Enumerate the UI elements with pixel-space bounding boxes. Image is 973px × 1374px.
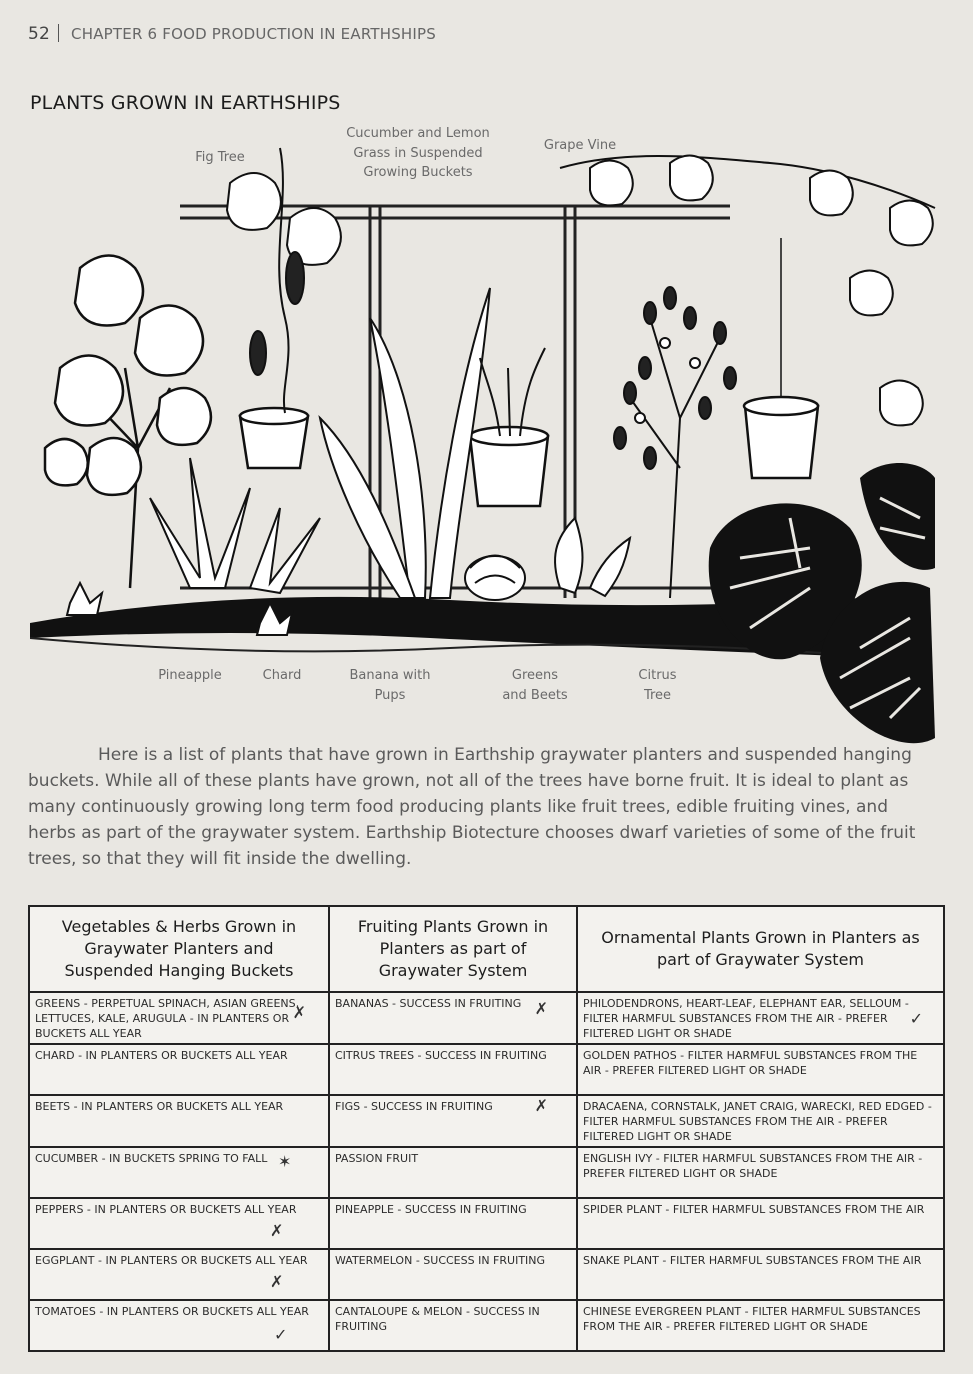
label-pineapple: Pineapple — [158, 668, 222, 683]
table-row — [29, 1095, 944, 1147]
cell-text: BEETS - IN PLANTERS OR BUCKETS ALL YEAR — [35, 1100, 284, 1113]
label-grape-vine: Grape Vine — [543, 138, 617, 153]
cell-text: SNAKE PLANT - FILTER HARMFUL SUBSTANCES FROM THE AIR — [583, 1254, 922, 1267]
label-banana-with-pups: Banana with Pups — [349, 668, 431, 703]
label-chard: Chard — [262, 668, 302, 683]
table-cell — [577, 1147, 944, 1198]
cell-text: TOMATOES - IN PLANTERS OR BUCKETS ALL YEAR — [35, 1305, 309, 1318]
header-ornamental-plants: Ornamental Plants Grown in Planters as part of Graywater System — [577, 906, 944, 992]
plants-illustration — [30, 118, 940, 758]
table-cell — [329, 1300, 577, 1351]
label-greens-and-beets: Greens and Beets — [502, 668, 568, 703]
table-cell — [577, 1300, 944, 1351]
grape-vine — [560, 156, 935, 426]
header-vegetables-herbs: Vegetables & Herbs Grown in Graywater Planters and Suspended Hanging Buckets — [29, 906, 329, 992]
handwritten-check-mark: ✗ — [270, 1221, 284, 1240]
label-citrus-tree: Citrus Tree — [638, 668, 677, 703]
greenhouse-drawing — [30, 118, 940, 758]
cell-text: EGGPLANT - IN PLANTERS OR BUCKETS ALL YEAR — [35, 1254, 308, 1267]
cell-text: GREENS - PERPETUAL SPINACH, ASIAN GREENS, LETTUCES, KALE, ARUGULA - IN PLANTERS OR BUCKETS ALL YEAR — [35, 997, 300, 1040]
cell-text: CITRUS TREES - SUCCESS IN FRUITING — [335, 1049, 547, 1062]
table-cell — [29, 1147, 329, 1198]
cell-text: PEPPERS - IN PLANTERS OR BUCKETS ALL YEAR — [35, 1203, 297, 1216]
table-cell — [329, 1198, 577, 1249]
table-cell — [577, 1095, 944, 1147]
page-number: 52 — [28, 24, 51, 44]
handwritten-check-mark: ✗ — [534, 999, 548, 1018]
table-header-row — [29, 906, 944, 992]
chapter-title: CHAPTER 6 FOOD PRODUCTION IN EARTHSHIPS — [71, 25, 436, 43]
cell-text: CANTALOUPE & MELON - SUCCESS IN FRUITING — [335, 1305, 540, 1333]
handwritten-check-mark: ✗ — [270, 1272, 284, 1291]
cell-text: PINEAPPLE - SUCCESS IN FRUITING — [335, 1203, 527, 1216]
label-cucumber-lemon-grass: Cucumber and Lemon Grass in Suspended Growing Buckets — [346, 126, 490, 180]
table-row — [29, 1300, 944, 1351]
table-cell — [329, 1249, 577, 1300]
table-row — [29, 1044, 944, 1095]
table-cell — [577, 1249, 944, 1300]
handwritten-check-mark: ✶ — [278, 1152, 292, 1171]
table-row — [29, 1147, 944, 1198]
table-cell — [29, 1300, 329, 1351]
cell-text: WATERMELON - SUCCESS IN FRUITING — [335, 1254, 546, 1267]
cell-text: SPIDER PLANT - FILTER HARMFUL SUBSTANCES FROM THE AIR — [583, 1203, 925, 1216]
cell-text: BANANAS - SUCCESS IN FRUITING — [335, 997, 522, 1010]
cell-text: CHINESE EVERGREEN PLANT - FILTER HARMFUL SUBSTANCES FROM THE AIR - PREFER FILTERED LIGHT OR SHADE — [583, 1305, 921, 1333]
cell-text: PASSION FRUIT — [335, 1152, 419, 1165]
cell-text: CUCUMBER - IN BUCKETS SPRING TO FALL — [35, 1152, 268, 1165]
monstera-plant — [709, 463, 935, 743]
cell-text: PHILODENDRONS, HEART-LEAF, ELEPHANT EAR, SELLOUM - FILTER HARMFUL SUBSTANCES FROM THE AIR - PREFER FILTERED LIGHT OR SHADE — [583, 997, 909, 1040]
handwritten-check-mark: ✓ — [274, 1325, 288, 1344]
table-cell — [577, 1044, 944, 1095]
fig-tree — [45, 256, 211, 589]
table-row — [29, 1249, 944, 1300]
page-header — [28, 24, 436, 44]
handwritten-check-mark: ✓ — [909, 1009, 923, 1028]
cell-text: CHARD - IN PLANTERS OR BUCKETS ALL YEAR — [35, 1049, 288, 1062]
table-cell — [329, 1044, 577, 1095]
header-divider — [58, 24, 59, 42]
table-cell — [29, 992, 329, 1044]
cell-text: FIGS - SUCCESS IN FRUITING — [335, 1100, 493, 1113]
table-cell — [329, 1147, 577, 1198]
table-cell — [577, 1198, 944, 1249]
handwritten-check-mark: ✗ — [292, 1003, 306, 1022]
table-cell — [29, 1249, 329, 1300]
cucumber-vine — [227, 148, 341, 413]
table-cell — [329, 992, 577, 1044]
table-cell — [577, 992, 944, 1044]
table-cell — [29, 1198, 329, 1249]
cell-text: GOLDEN PATHOS - FILTER HARMFUL SUBSTANCES FROM THE AIR - PREFER FILTERED LIGHT OR SHADE — [583, 1049, 918, 1077]
plants-table — [28, 905, 945, 1352]
handwritten-check-mark: ✗ — [534, 1096, 548, 1115]
cell-text: DRACAENA, CORNSTALK, JANET CRAIG, WARECKI, RED EDGED - FILTER HARMFUL SUBSTANCES FROM THE AIR - PREFER FILTERED LIGHT OR SHADE — [583, 1100, 932, 1143]
header-fruiting-plants: Fruiting Plants Grown in Planters as part of Graywater System — [329, 906, 577, 992]
table-cell — [29, 1095, 329, 1147]
intro-paragraph: Here is a list of plants that have grown in Earthship graywater planters and suspended hanging buckets. While all of these plants have grown, not all of the trees have borne fruit. It is ideal to plant as many continuously growing long term food producing plants like fruit trees, edible fruiting vines, and herbs as part of the graywater system. Earthship Biotecture chooses dwarf varieties of some of the fruit trees, so that they will fit inside the dwelling. — [28, 745, 916, 869]
section-title: PLANTS GROWN IN EARTHSHIPS — [30, 92, 341, 114]
table-row — [29, 1198, 944, 1249]
label-fig-tree: Fig Tree — [195, 150, 245, 165]
table-cell — [29, 1044, 329, 1095]
table-row — [29, 992, 944, 1044]
table-cell — [329, 1095, 577, 1147]
cell-text: ENGLISH IVY - FILTER HARMFUL SUBSTANCES FROM THE AIR - PREFER FILTERED LIGHT OR SHADE — [583, 1152, 923, 1180]
